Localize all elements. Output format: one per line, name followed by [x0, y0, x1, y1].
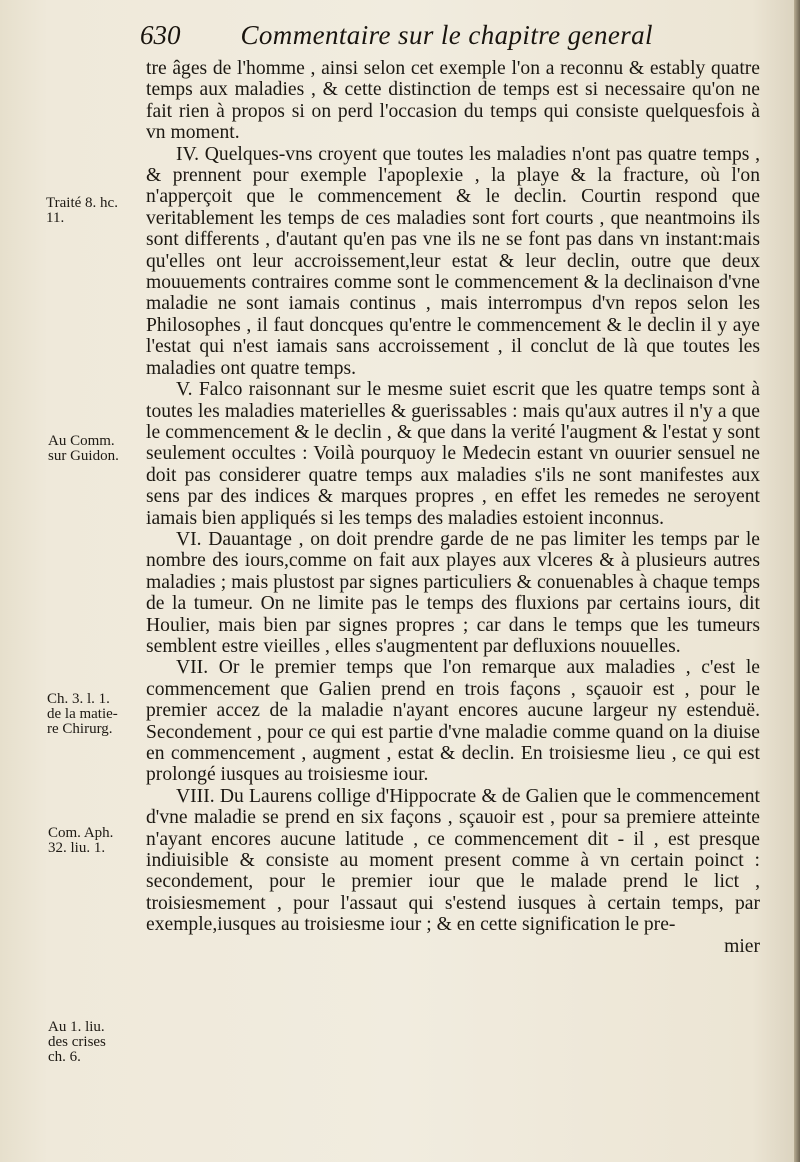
marginal-note-aph: [48, 826, 113, 856]
marginal-line: ch. 6.: [48, 1049, 81, 1065]
running-head: [140, 20, 660, 60]
marginal-line: des crises: [48, 1034, 106, 1050]
paragraph-continued: tre âges de l'homme , ainsi selon cet exemple l'on a reconnu & estably quatre temps aux maladies , & cette distinction de temps est si necessaire qu'on ne fait rien à propos si on perd l'occasion du temps qui consiste quelquesfois à vn moment.: [146, 58, 760, 144]
paragraph-iv: IV. Quelques-vns croyent que toutes les maladies n'ont pas quatre temps , & prennent pour exemple l'apoplexie , la playe & la fracture, où l'on n'apperçoit que le commencement & le declin. Courtin respond que veritablement les temps de ces maladies sont fort courts , que neantmoins ils sont differents , d'autant qu'en pas vne ils ne se font pas dans vn instant:mais qu'elles ont leur accroissement,leur estat & leur declin, outre que deux mouuements contraires comme sont le commencement & la declinaison d'vne maladie ne sont iamais continus , mais interrompus d'vn repos selon les Philosophes , il faut doncques qu'entre le commencement & le declin il y aye l'estat qui n'est iamais sans accroissement , il conclut de là que toutes les maladies ont quatre temps.: [146, 143, 760, 379]
marginal-line: Traité 8. hc.: [46, 195, 118, 211]
marginal-note-traite: [46, 196, 118, 226]
marginal-line: de la matie-: [47, 706, 118, 722]
marginal-note-crises: [48, 1020, 106, 1065]
page-edge: [794, 0, 800, 1162]
marginal-line: Com. Aph.: [48, 825, 114, 841]
marginal-line: Au 1. liu.: [48, 1019, 105, 1035]
paragraph-viii: VIII. Du Laurens collige d'Hippocrate & de Galien que le commencement d'vne maladie se prend en six façons , sçauoir est , pour sa premiere atteinte n'ayant encores aucune latitude , ce commencement dit - il , est presque indiuisible & consiste au moment present comme à vn certain poinct : secondement, pour le premier iour que le malade prend le lict , troisiesmement , pour l'assaut qui s'estend iusques à certain temps, par exemple,iusques au troisiesme iour ; & en cette signification le pre-: [146, 785, 760, 936]
marginal-line: sur Guidon.: [48, 448, 119, 464]
paragraph-vii: VII. Or le premier temps que l'on remarque aux maladies , c'est le commencement que Galien prend en trois façons , sçauoir est , pour le premier accez de la maladie n'ayant encores aucune largeur ny estenduë. Secondement , pour ce qui est partie d'vne maladie comme quand on la diuise en commencement , augment , estat & declin. En troisiesme lieu , ce qui est prolongé iusques au troisiesme iour.: [146, 657, 760, 786]
running-title: Commentaire sur le chapitre general: [240, 20, 653, 50]
paragraph-vi: VI. Dauantage , on doit prendre garde de ne pas limiter les temps par le nombre des iours,comme on fait aux playes aux vlceres & à plusieurs autres maladies ; mais plustost par signes particuliers & conuenables à chaque temps de la tumeur. On ne limite pas le temps des fluxions par certains iours, dit Houlier, mais bien par signes propres ; car dans le temps que les tumeurs semblent estre vieilles , elles s'augmentent par defluxions nouuelles.: [146, 528, 760, 657]
marginal-line: 11.: [46, 210, 65, 226]
body-text: [146, 58, 760, 957]
marginal-line: Au Comm.: [48, 433, 115, 449]
marginal-note-chirurg: [47, 692, 118, 737]
page-number: 630: [140, 20, 181, 50]
marginal-note-guidon: [48, 434, 119, 464]
marginal-line: 32. liu. 1.: [48, 840, 106, 856]
marginal-line: re Chirurg.: [47, 721, 113, 737]
paragraph-v: V. Falco raisonnant sur le mesme suiet escrit que les quatre temps sont à toutes les maladies materielles & guerissables : mais qu'aux autres il n'y a que le commencement & le declin , & que dans la verité l'augment & l'estat y sont seulement occultes : Voilà pourquoy le Medecin estant vn ouurier sensuel ne doit pas considerer quatre temps aux maladies s'ils ne sont manifestes aux sens par des indices & marques propres , en effet les remedes ne seroyent iamais bien appliqués si les temps des maladies estoient inconnus.: [146, 379, 760, 529]
catchword: mier: [724, 935, 760, 957]
marginal-line: Ch. 3. l. 1.: [47, 691, 110, 707]
